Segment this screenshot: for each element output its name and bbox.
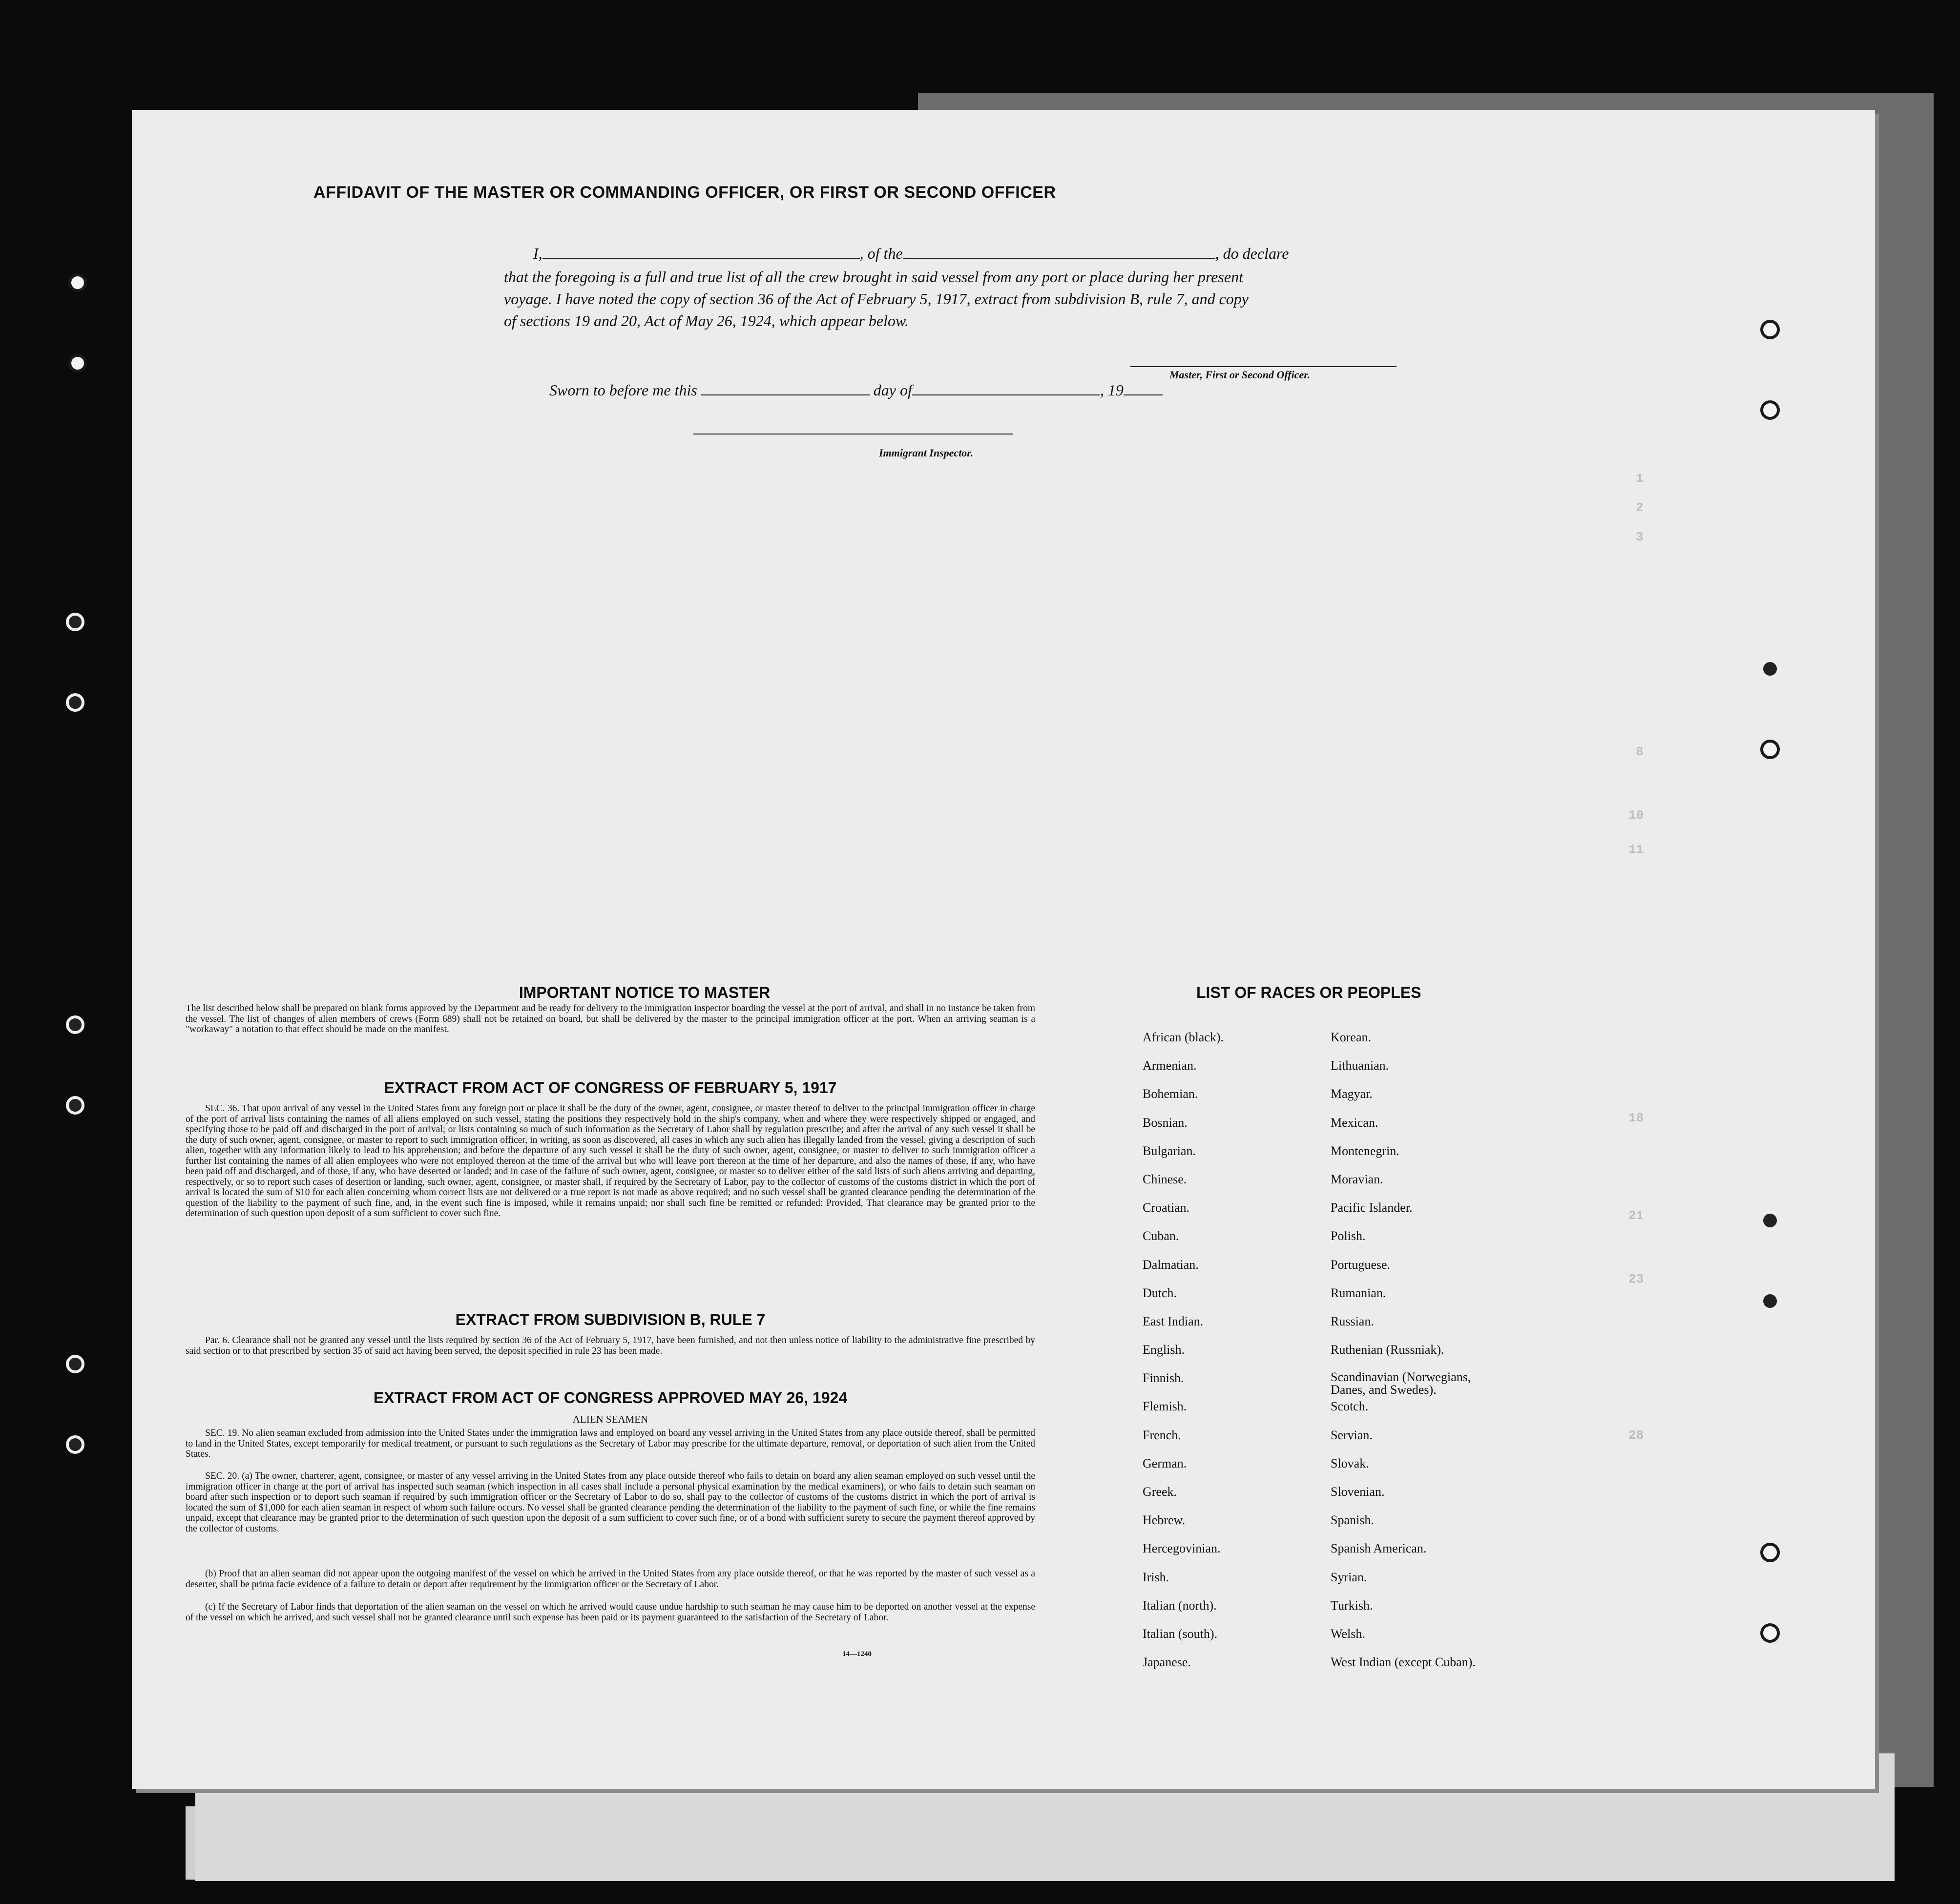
month-blank (912, 383, 1100, 395)
sworn-line (549, 379, 1163, 401)
sworn-text: day of (873, 381, 912, 399)
race-item: Lithuanian. (1331, 1058, 1389, 1073)
punch-hole-icon (1760, 1211, 1780, 1230)
subdivision-title: EXTRACT FROM SUBDIVISION B, RULE 7 (455, 1311, 766, 1328)
race-item: Syrian. (1331, 1570, 1367, 1584)
year-blank (1124, 383, 1163, 395)
master-signature-label: Master, First or Second Officer. (1169, 369, 1311, 381)
race-item: Pacific Islander. (1331, 1200, 1413, 1215)
race-item: Bohemian. (1143, 1087, 1198, 1101)
form-number: 14—1240 (842, 1650, 872, 1658)
race-item: Ruthenian (Russniak). (1331, 1343, 1444, 1357)
sec-20b-text: (b) Proof that an alien seaman did not appear upon the outgoing manifest of the vessel on which he arrived in the United States from any place outside thereof, or that he was reported by the master of such vessel as a deserter, shall be prima facie evidence of a failure to detain or deport after requirement by the immigration officer or the Secretary of Labor. (186, 1569, 1035, 1590)
affidavit-line-2: that the foregoing is a full and true list of all the crew brought in said vessel from any port or place during her present (504, 268, 1243, 286)
races-column-1 (1143, 1030, 1224, 1683)
subdivision-text: Par. 6. Clearance shall not be granted any vessel until the lists required by section 36 of the Act of February 5, 1917, have been furnished, and not then unless notice of liability to the administrative fine prescribed by said section or to that prescribed by section 35 of said act having been served, the deposit specified in rule 23 has been made. (186, 1335, 1035, 1356)
race-item: Irish. (1143, 1570, 1169, 1584)
sworn-text: , 19 (1100, 381, 1124, 399)
race-item: Flemish. (1143, 1399, 1187, 1414)
extract-1924-title: EXTRACT FROM ACT OF CONGRESS APPROVED MAY 26, 1924 (373, 1389, 848, 1407)
name-blank (542, 246, 860, 259)
race-item: Mexican. (1331, 1115, 1378, 1130)
race-item: Slovak. (1331, 1456, 1369, 1470)
race-item: Dalmatian. (1143, 1257, 1199, 1272)
race-item: Portuguese. (1331, 1257, 1391, 1272)
affidavit-text: , do declare (1215, 245, 1289, 262)
race-item: Welsh. (1331, 1626, 1365, 1641)
affidavit-line-4: of sections 19 and 20, Act of May 26, 1924, which appear below. (504, 312, 909, 330)
race-item: Servian. (1331, 1428, 1373, 1442)
race-item: Hercegovinian. (1143, 1541, 1221, 1556)
race-item: German. (1143, 1456, 1187, 1470)
race-item: Russian. (1331, 1314, 1374, 1328)
punch-hole-icon (1760, 400, 1780, 420)
race-item: Hebrew. (1143, 1513, 1186, 1528)
race-item: Slovenian. (1331, 1485, 1385, 1499)
bleed-through-text: 8 (1636, 745, 1644, 759)
race-item: Italian (north). (1143, 1598, 1217, 1613)
bleed-through-text: 18 (1628, 1111, 1644, 1125)
race-item: Scandinavian (Norwegians, Danes, and Swedes). (1331, 1370, 1471, 1397)
race-item: Turkish. (1331, 1598, 1373, 1613)
punch-hole-icon (68, 273, 87, 292)
affidavit-text: I, (533, 245, 542, 262)
crew-list-form (132, 110, 1875, 1789)
race-item: Scotch. (1331, 1399, 1369, 1414)
punch-hole-icon (66, 1015, 84, 1034)
alien-seamen-subtitle: ALIEN SEAMEN (572, 1413, 648, 1425)
race-item: Spanish American. (1331, 1541, 1427, 1556)
vessel-blank (903, 246, 1215, 259)
sworn-text: Sworn to before me this (549, 381, 697, 399)
inspector-signature-label: Immigrant Inspector. (879, 447, 974, 459)
race-item: Armenian. (1143, 1058, 1197, 1073)
punch-hole-icon (1760, 1543, 1780, 1562)
race-item: Chinese. (1143, 1172, 1187, 1186)
race-item: Greek. (1143, 1485, 1177, 1499)
bleed-through-text: 1 (1636, 471, 1644, 486)
notice-text: The list described below shall be prepared on blank forms approved by the Department and be ready for delivery to the immigration inspector boarding the vessel at the port of arrival, and shall in no instance be taken from the vessel. The list of changes of alien members of crews (Form 689) shall not be retained on board, but shall be delivered by the master to the principal immigration officer at the port. When an arriving seaman is a "workaway" a notation to that effect should be made on the manifest. (186, 1003, 1035, 1035)
punch-hole-icon (66, 1096, 84, 1115)
race-item: Bosnian. (1143, 1115, 1188, 1130)
punch-hole-icon (66, 613, 84, 631)
bleed-through-text: 3 (1636, 530, 1644, 544)
extract-1917-title: EXTRACT FROM ACT OF CONGRESS OF FEBRUARY 5, 1917 (384, 1079, 837, 1097)
punch-hole-icon (66, 1355, 84, 1373)
race-item: Magyar. (1331, 1087, 1373, 1101)
race-item: African (black). (1143, 1030, 1224, 1044)
punch-hole-icon (68, 354, 87, 373)
race-item: West Indian (except Cuban). (1331, 1655, 1476, 1670)
bleed-through-text: 21 (1628, 1208, 1644, 1223)
affidavit-title: AFFIDAVIT OF THE MASTER OR COMMANDING OFFICER, OR FIRST OR SECOND OFFICER (313, 183, 1056, 202)
punch-hole-icon (1760, 1623, 1780, 1643)
race-item: Korean. (1331, 1030, 1372, 1044)
sec-20a-text: SEC. 20. (a) The owner, charterer, agent, consignee, or master of any vessel arriving in the United States from any place outside thereof who fails to detain on board any alien seaman employed on such vessel until the immigration officer in charge at the port of arrival has inspected such seaman (which inspection in all cases shall include a personal physical examination by the medical examiners), or who fails to detain such seaman on board after such inspection or to deport such seaman if required by such immigration officer or the Secretary of Labor to do so, shall pay to the collector of customs of the customs district in which the port of arrival is located the sum of $1,000 for each alien seaman in respect of whom such failure occurs. No vessel shall be granted clearance pending the determination of the liability to the payment of such fine, or while the fine remains unpaid, except that clearance may be granted prior to the determination of such question upon the deposit of a sum sufficient to cover such fine, or of a bond with sufficient surety to secure the payment thereof approved by the collector of customs. (186, 1471, 1035, 1534)
bleed-through-text: 28 (1628, 1428, 1644, 1443)
affidavit-line-3: voyage. I have noted the copy of section 36 of the Act of February 5, 1917, extract from subdivision B, rule 7, and copy (504, 290, 1249, 308)
race-item: Moravian. (1331, 1172, 1383, 1186)
bleed-through-text: 23 (1628, 1272, 1644, 1286)
punch-hole-icon (66, 1435, 84, 1454)
race-item: Cuban. (1143, 1229, 1179, 1243)
master-signature-line (1130, 366, 1397, 367)
race-item: Polish. (1331, 1229, 1366, 1243)
race-item: Japanese. (1143, 1655, 1191, 1670)
inspector-signature-line (693, 434, 1013, 435)
races-title: LIST OF RACES OR PEOPLES (1196, 984, 1421, 1001)
punch-hole-icon (1760, 1291, 1780, 1311)
punch-hole-icon (1760, 659, 1780, 679)
race-item: Croatian. (1143, 1200, 1190, 1215)
day-blank (701, 383, 870, 395)
race-item: East Indian. (1143, 1314, 1204, 1328)
punch-hole-icon (1760, 740, 1780, 759)
race-item: Rumanian. (1331, 1285, 1386, 1300)
race-item: Italian (south). (1143, 1626, 1218, 1641)
races-column-2 (1331, 1030, 1497, 1683)
punch-hole-icon (1760, 320, 1780, 339)
race-item: French. (1143, 1428, 1181, 1442)
punch-hole-icon (66, 693, 84, 712)
race-item: Finnish. (1143, 1371, 1184, 1386)
sec-20c-text: (c) If the Secretary of Labor finds that deportation of the alien seaman on the vessel on which he arrived would cause undue hardship to such seaman he may cause him to be deported on another vessel at the expense of the vessel on which he arrived, and such vessel shall not be granted clearance until such expense has been paid or its payment guaranteed to the satisfaction of the Secretary of Labor. (186, 1602, 1035, 1623)
affidavit-text: , of the (859, 245, 903, 262)
affidavit-line-1 (533, 243, 1289, 264)
race-item: Bulgarian. (1143, 1143, 1196, 1158)
bleed-through-text: 10 (1628, 808, 1644, 823)
race-item: English. (1143, 1343, 1185, 1357)
sec-19-text: SEC. 19. No alien seaman excluded from admission into the United States under the immigration laws and employed on board any vessel arriving in the United States from any place outside thereof, shall be permitted to land in the United States, except temporarily for medical treatment, or pursuant to such regulations as the Secretary of Labor may prescribe for the ultimate departure, removal, or deportation of such alien from the United States. (186, 1428, 1035, 1459)
extract-1917-text: SEC. 36. That upon arrival of any vessel in the United States from any foreign port or place it shall be the duty of the owner, agent, consignee, or master thereof to deliver to the principal immigration officer in charge of the port of arrival lists containing the names of all aliens employed on such vessel, stating the positions they respectively hold in the ship's company, when and where they were respectively shipped or engaged, and specifying those to be paid off and discharged in the port of arrival; or lists containing so much of such information as the Secretary of Labor shall by regulation prescribe; and after the arrival of any such vessel it shall be the duty of such owner, agent, consignee, or master to report to such immigration officer, in writing, as soon as discovered, all cases in which any such alien has illegally landed from the vessel, giving a description of such alien, together with any information likely to lead to his apprehension; and before the departure of any such vessel it shall be the duty of such owner, agent, consignee, or master to deliver to such immigration officer a further list containing the names of all alien employees who were not employed thereon at the time of the arrival but who will leave port thereon at the time of her departure, and also the names of those, if any, who have been paid off and discharged, and of those, if any, who have deserted or landed; and in case of the failure of such owner, agent, consignee, or master so to deliver either of the said lists of such aliens arriving and departing, respectively, or so to report such cases of desertion or landing, such owner, agent, consignee, or master shall, if required by the Secretary of Labor, pay to the collector of customs of the customs district in which the port of arrival is located the sum of $10 for each alien concerning whom correct lists are not delivered or a true report is not made as above required; and no such vessel shall be granted clearance pending the determination of the question of the liability to the payment of such fine, and, in the event such fine is imposed, while it remains unpaid; nor shall such fine be remitted or refunded: Provided, That clearance may be granted prior to the determination of such question upon deposit of a sum sufficient to cover such fine. (186, 1103, 1035, 1219)
race-item: Spanish. (1331, 1513, 1374, 1528)
bleed-through-text: 11 (1628, 842, 1644, 857)
bleed-through-text: 2 (1636, 500, 1644, 515)
race-item: Dutch. (1143, 1285, 1177, 1300)
notice-title: IMPORTANT NOTICE TO MASTER (519, 984, 771, 1001)
race-item: Montenegrin. (1331, 1143, 1399, 1158)
